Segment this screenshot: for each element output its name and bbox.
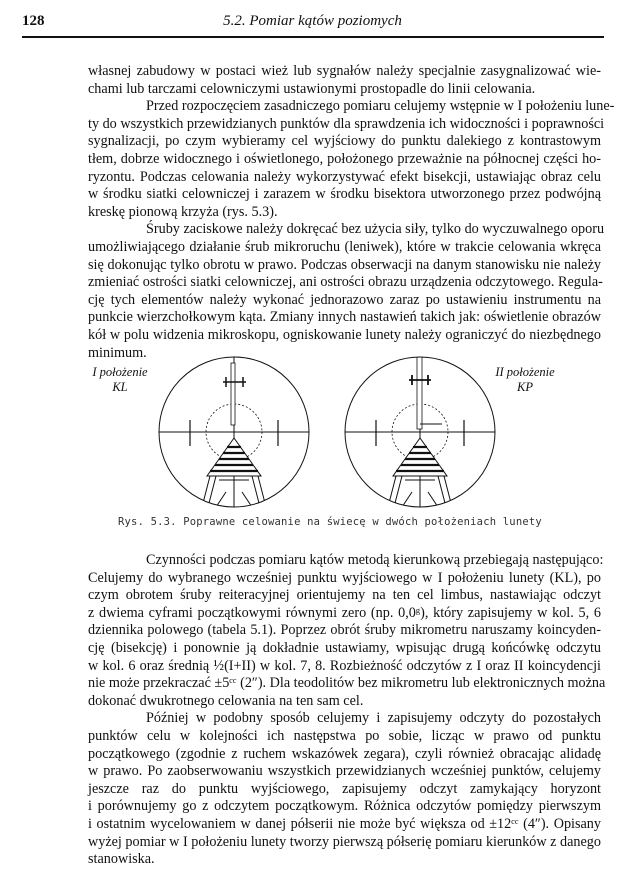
text-line: Później w podobny sposób celujemy i zapisujemy odczyty do pozostałych [146, 710, 601, 727]
text-line: kreskę pionową krzyża (rys. 5.3). [88, 203, 278, 220]
text-line: i porównujemy go z odczytem początkowym. Różnica odczytów pomiędzy pierwszym [88, 798, 601, 815]
text-line: minimum. [88, 344, 147, 361]
text-line: sygnalizacji, po czym wybieramy cel wyjściowy do punktu dalekiego z kontrastowym [88, 133, 601, 150]
right-label [485, 365, 565, 395]
page-number: 128 [22, 13, 45, 29]
text-line: Celujemy do wybranego wcześniej punktu wyjściowego w I położeniu lunety (KL), po [88, 569, 601, 586]
text-line: zmieniać ostrości siatki celowniczej, ani ostrości obrazu urządzenia odczytowego. Regula- [88, 274, 603, 291]
text-line: dziennika polowego (tabela 5.1). Poprzez obrót śruby mikrometru naruszamy koincyden- [88, 622, 601, 639]
text-section-2 [88, 552, 606, 869]
text-line: i ostatnim wycelowaniem w danej półserii nie może być większa od ±12ᶜᶜ (4″). Opisany [88, 815, 601, 832]
paragraph [88, 63, 601, 98]
text-line: w środku siatki celowniczej i zarazem w środku bisektora utworzonego przez podwójną [88, 186, 601, 203]
header-rule [22, 36, 604, 38]
text-line: w kol. 6 oraz średnią ½(I+II) w kol. 7, 8. Rozbieżność odczytów z I oraz II koincydencji [88, 657, 601, 674]
right-label-line1: II położenie [495, 365, 555, 379]
left-label [80, 365, 160, 395]
text-line: stanowiska. [88, 851, 155, 868]
text-line: ryzontu. Podczas celowania należy wykorzystywać efekt bisekcji, ustawiając obraz celu [88, 168, 601, 185]
paragraph [88, 552, 606, 710]
text-line: z dwiema cyframi początkowymi równymi zero (np. 0,0ᵍ), który zapisujemy w kol. 5, 6 [88, 604, 601, 621]
text-line: punktów celu w kolejności ich następstwa po sobie, licząc w prawo od punktu [88, 727, 601, 744]
text-line: własnej zabudowy w postaci wież lub sygnałów należy specjalnie zasygnalizować wie- [88, 63, 601, 79]
text-line: czym obrotem śruby reiteracyjnej orientujemy na ten cel limbus, nastawiając odczyt [88, 587, 601, 604]
figure-5-3 [80, 355, 560, 515]
text-line: w prawo. Po zaobserwowaniu wszystkich przewidzianych wcześniej punktów, celujemy [88, 763, 601, 780]
paragraph [88, 710, 601, 868]
text-line: ty do wszystkich przewidzianych punktów dla sprawdzenia ich widoczności i poprawności [88, 115, 605, 132]
text-line: punkcie wierzchołkowym kąta. Zmiany innych nastawień takich jak: oświetlenie obrazów [88, 309, 601, 326]
text-line: Przed rozpoczęciem zasadniczego pomiaru celujemy wstępnie w I położeniu lune- [146, 98, 615, 115]
text-line: się dokonując tylko obrotu w prawo. Podczas obserwacji na danym stanowisku nie należy [88, 256, 601, 273]
text-line: kół w polu widzenia mikroskopu, ogniskowanie lunety należy ograniczyć do niezbędnego [88, 326, 601, 343]
figure-caption: Rys. 5.3. Poprawne celowanie na świecę w dwóch położeniach lunety [118, 516, 542, 528]
text-line: jeszcze raz do punktu wyjściowego, zapisujemy odczyt zamykający horyzont [88, 780, 601, 797]
text-line: dokonać dwukrotnego celowania na ten sam cel. [88, 692, 364, 709]
left-label-line1: I położenie [92, 365, 148, 379]
text-line: Czynności podczas pomiaru kątów metodą kierunkową przebiegają następująco: [146, 552, 604, 568]
paragraph [88, 221, 605, 362]
text-line: cję tych elementów należy wykonać jednorazowo zaraz po ustawieniu instrumentu na [88, 291, 601, 308]
left-label-line2: KL [112, 380, 128, 394]
view-right-kp [345, 355, 495, 507]
text-line: początkowego (zgodnie z ruchem wskazówek zegara), czyli również obracając alidadę [88, 745, 601, 762]
text-line: cję (bisekcję) i ponownie ją dokładnie ustawiamy, wpisując drugą końcówkę odczytu [88, 639, 601, 656]
text-line: tłem, dobrze widocznego i oświetlonego, położonego przeważnie na północnej części ho- [88, 150, 601, 167]
text-line: nie może przekraczać ±5ᶜᶜ (2″). Dla teodolitów bez mikrometru lub elektronicznych można [88, 675, 606, 692]
running-header-title: 5.2. Pomiar kątów poziomych [223, 13, 402, 29]
view-left-kl [159, 357, 309, 507]
text-section-1 [88, 63, 615, 362]
text-line: Śruby zaciskowe należy dokręcać bez użycia siły, tylko do wyczuwalnego oporu [146, 221, 605, 238]
text-line: wyżej pomiar w I położeniu lunety tworzy pierwszą półserię pomiaru kierunków z danego [88, 833, 601, 850]
text-line: umożliwiającego działanie śrub mikroruchu (leniwek), które w trakcie celowania wkręca [88, 238, 601, 255]
paragraph [88, 98, 615, 221]
text-line: chami lub tarczami celowniczymi ustawionymi prostopadle do linii celowania. [88, 80, 536, 97]
right-label-line2: KP [517, 380, 533, 394]
